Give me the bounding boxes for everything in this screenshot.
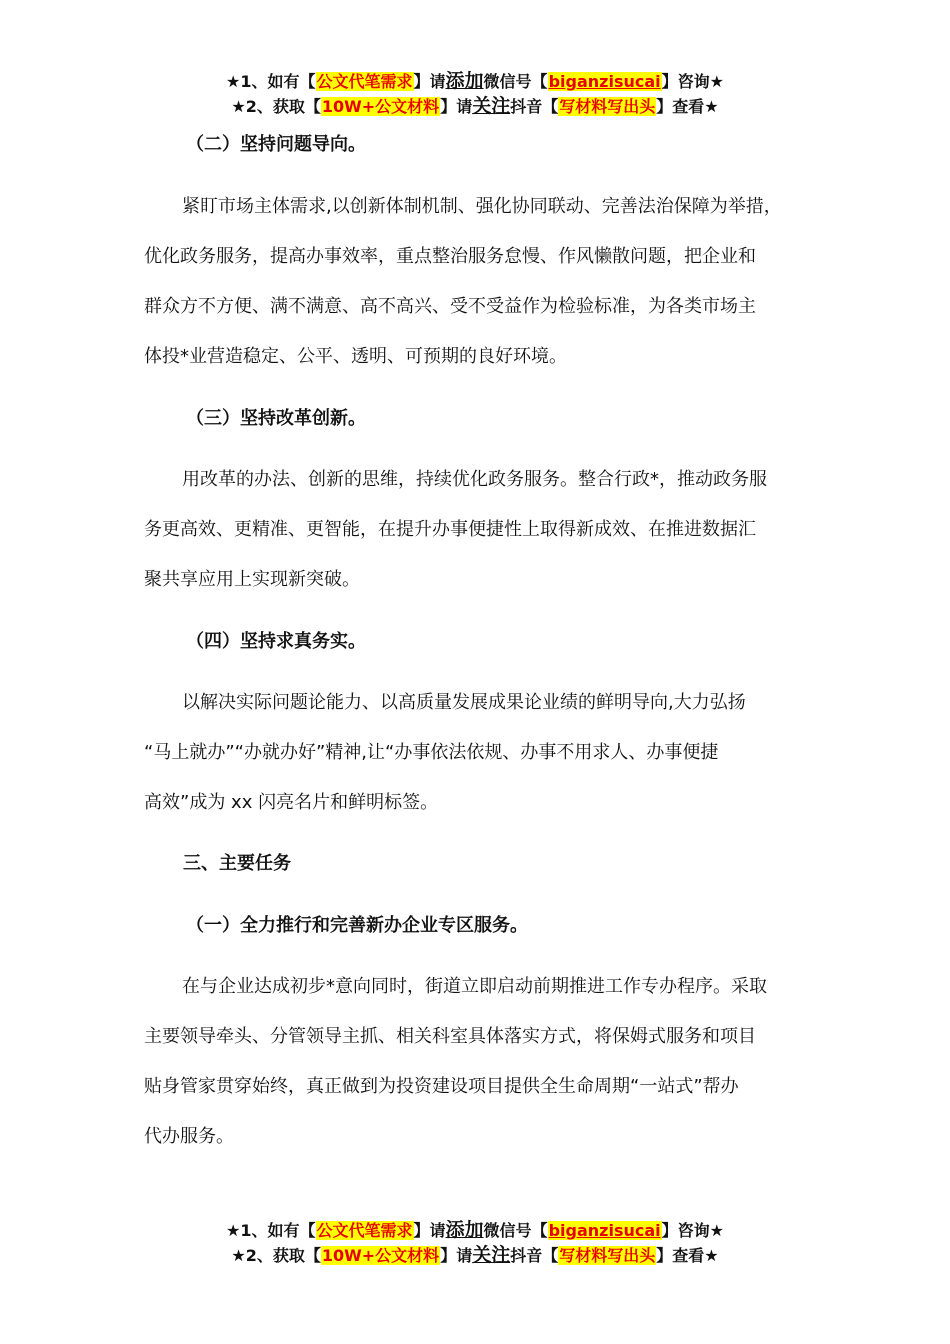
paragraph-line: 高效”成为 xx 闪亮名片和鲜明标签。 <box>144 792 439 813</box>
paragraph-line: 贴身管家贯穿始终，真正做到为投资建设项目提供全生命周期“一站式”帮办 <box>144 1076 739 1097</box>
banner-line-2 <box>0 1243 950 1268</box>
paragraph-line: 用改革的办法、创新的思维，持续优化政务服务。整合行政*，推动政务服 <box>182 469 767 490</box>
section-paragraph <box>144 975 834 1175</box>
paragraph-line: 聚共享应用上实现新突破。 <box>144 569 360 590</box>
banner-text: 】咨询★ <box>661 72 724 91</box>
banner-line-2 <box>0 94 950 119</box>
banner-douyin-account[interactable]: 写材料写出头 <box>559 1246 656 1265</box>
paragraph-line: 在与企业达成初步*意向同时，街道立即启动前期推进工作专办程序。采取 <box>182 976 767 997</box>
banner-text: ★2、获取【 <box>231 97 321 116</box>
paragraph-line: 群众方不方便、满不满意、高不高兴、受不受益作为检验标准，为各类市场主 <box>144 296 756 317</box>
banner-text: 】查看★ <box>656 97 719 116</box>
paragraph-line: 主要领导牵头、分管领导主抓、相关科室具体落实方式，将保姆式服务和项目 <box>144 1026 756 1047</box>
banner-text: 】查看★ <box>656 1246 719 1265</box>
banner-highlight-materials: 10W+公文材料 <box>321 97 440 116</box>
banner-text: ★2、获取【 <box>231 1246 321 1265</box>
banner-wechat-id[interactable]: biganzisucai <box>548 72 661 91</box>
banner-emphasis: 关注 <box>472 95 511 117</box>
banner-highlight-service: 公文代笔需求 <box>316 1221 413 1240</box>
banner-text: 】请 <box>440 1246 473 1265</box>
banner-text: 】请 <box>413 1221 446 1240</box>
bottom-banner <box>0 1218 950 1268</box>
banner-text: 微信号【 <box>483 1221 548 1240</box>
banner-text: 】请 <box>413 72 446 91</box>
banner-line-1 <box>0 69 950 94</box>
section-heading: （二）坚持问题导向。 <box>186 134 366 155</box>
banner-line-1 <box>0 1218 950 1243</box>
banner-text: 抖音【 <box>510 1246 559 1265</box>
paragraph-line: 紧盯市场主体需求,以创新体制机制、强化协同联动、完善法治保障为举措， <box>182 196 782 217</box>
section-heading: （一）全力推行和完善新办企业专区服务。 <box>186 915 528 936</box>
chapter-heading: 三、主要任务 <box>183 853 291 874</box>
banner-text: 】咨询★ <box>661 1221 724 1240</box>
banner-emphasis: 添加 <box>445 70 484 92</box>
banner-text: ★1、如有【 <box>226 1221 316 1240</box>
section-paragraph <box>144 468 834 618</box>
section-heading: （四）坚持求真务实。 <box>186 631 366 652</box>
banner-emphasis: 关注 <box>472 1244 511 1266</box>
paragraph-line: “马上就办”“办就办好”精神,让“办事依法依规、办事不用求人、办事便捷 <box>144 742 719 763</box>
section-paragraph <box>144 691 834 841</box>
banner-text: 】请 <box>440 97 473 116</box>
paragraph-line: 务更高效、更精准、更智能，在提升办事便捷性上取得新成效、在推进数据汇 <box>144 519 756 540</box>
banner-highlight-materials: 10W+公文材料 <box>321 1246 440 1265</box>
banner-douyin-account[interactable]: 写材料写出头 <box>559 97 656 116</box>
paragraph-line: 以解决实际问题论能力、以高质量发展成果论业绩的鲜明导向,大力弘扬 <box>182 692 746 713</box>
banner-wechat-id[interactable]: biganzisucai <box>548 1221 661 1240</box>
banner-text: 微信号【 <box>483 72 548 91</box>
paragraph-line: 体投*业营造稳定、公平、透明、可预期的良好环境。 <box>144 346 567 367</box>
paragraph-line: 优化政务服务，提高办事效率，重点整治服务怠慢、作风懒散问题，把企业和 <box>144 246 756 267</box>
banner-text: 抖音【 <box>510 97 559 116</box>
banner-emphasis: 添加 <box>445 1219 484 1241</box>
top-banner <box>0 69 950 119</box>
banner-highlight-service: 公文代笔需求 <box>316 72 413 91</box>
section-paragraph <box>144 195 834 395</box>
banner-text: ★1、如有【 <box>226 72 316 91</box>
section-heading: （三）坚持改革创新。 <box>186 408 366 429</box>
paragraph-line: 代办服务。 <box>144 1126 234 1147</box>
